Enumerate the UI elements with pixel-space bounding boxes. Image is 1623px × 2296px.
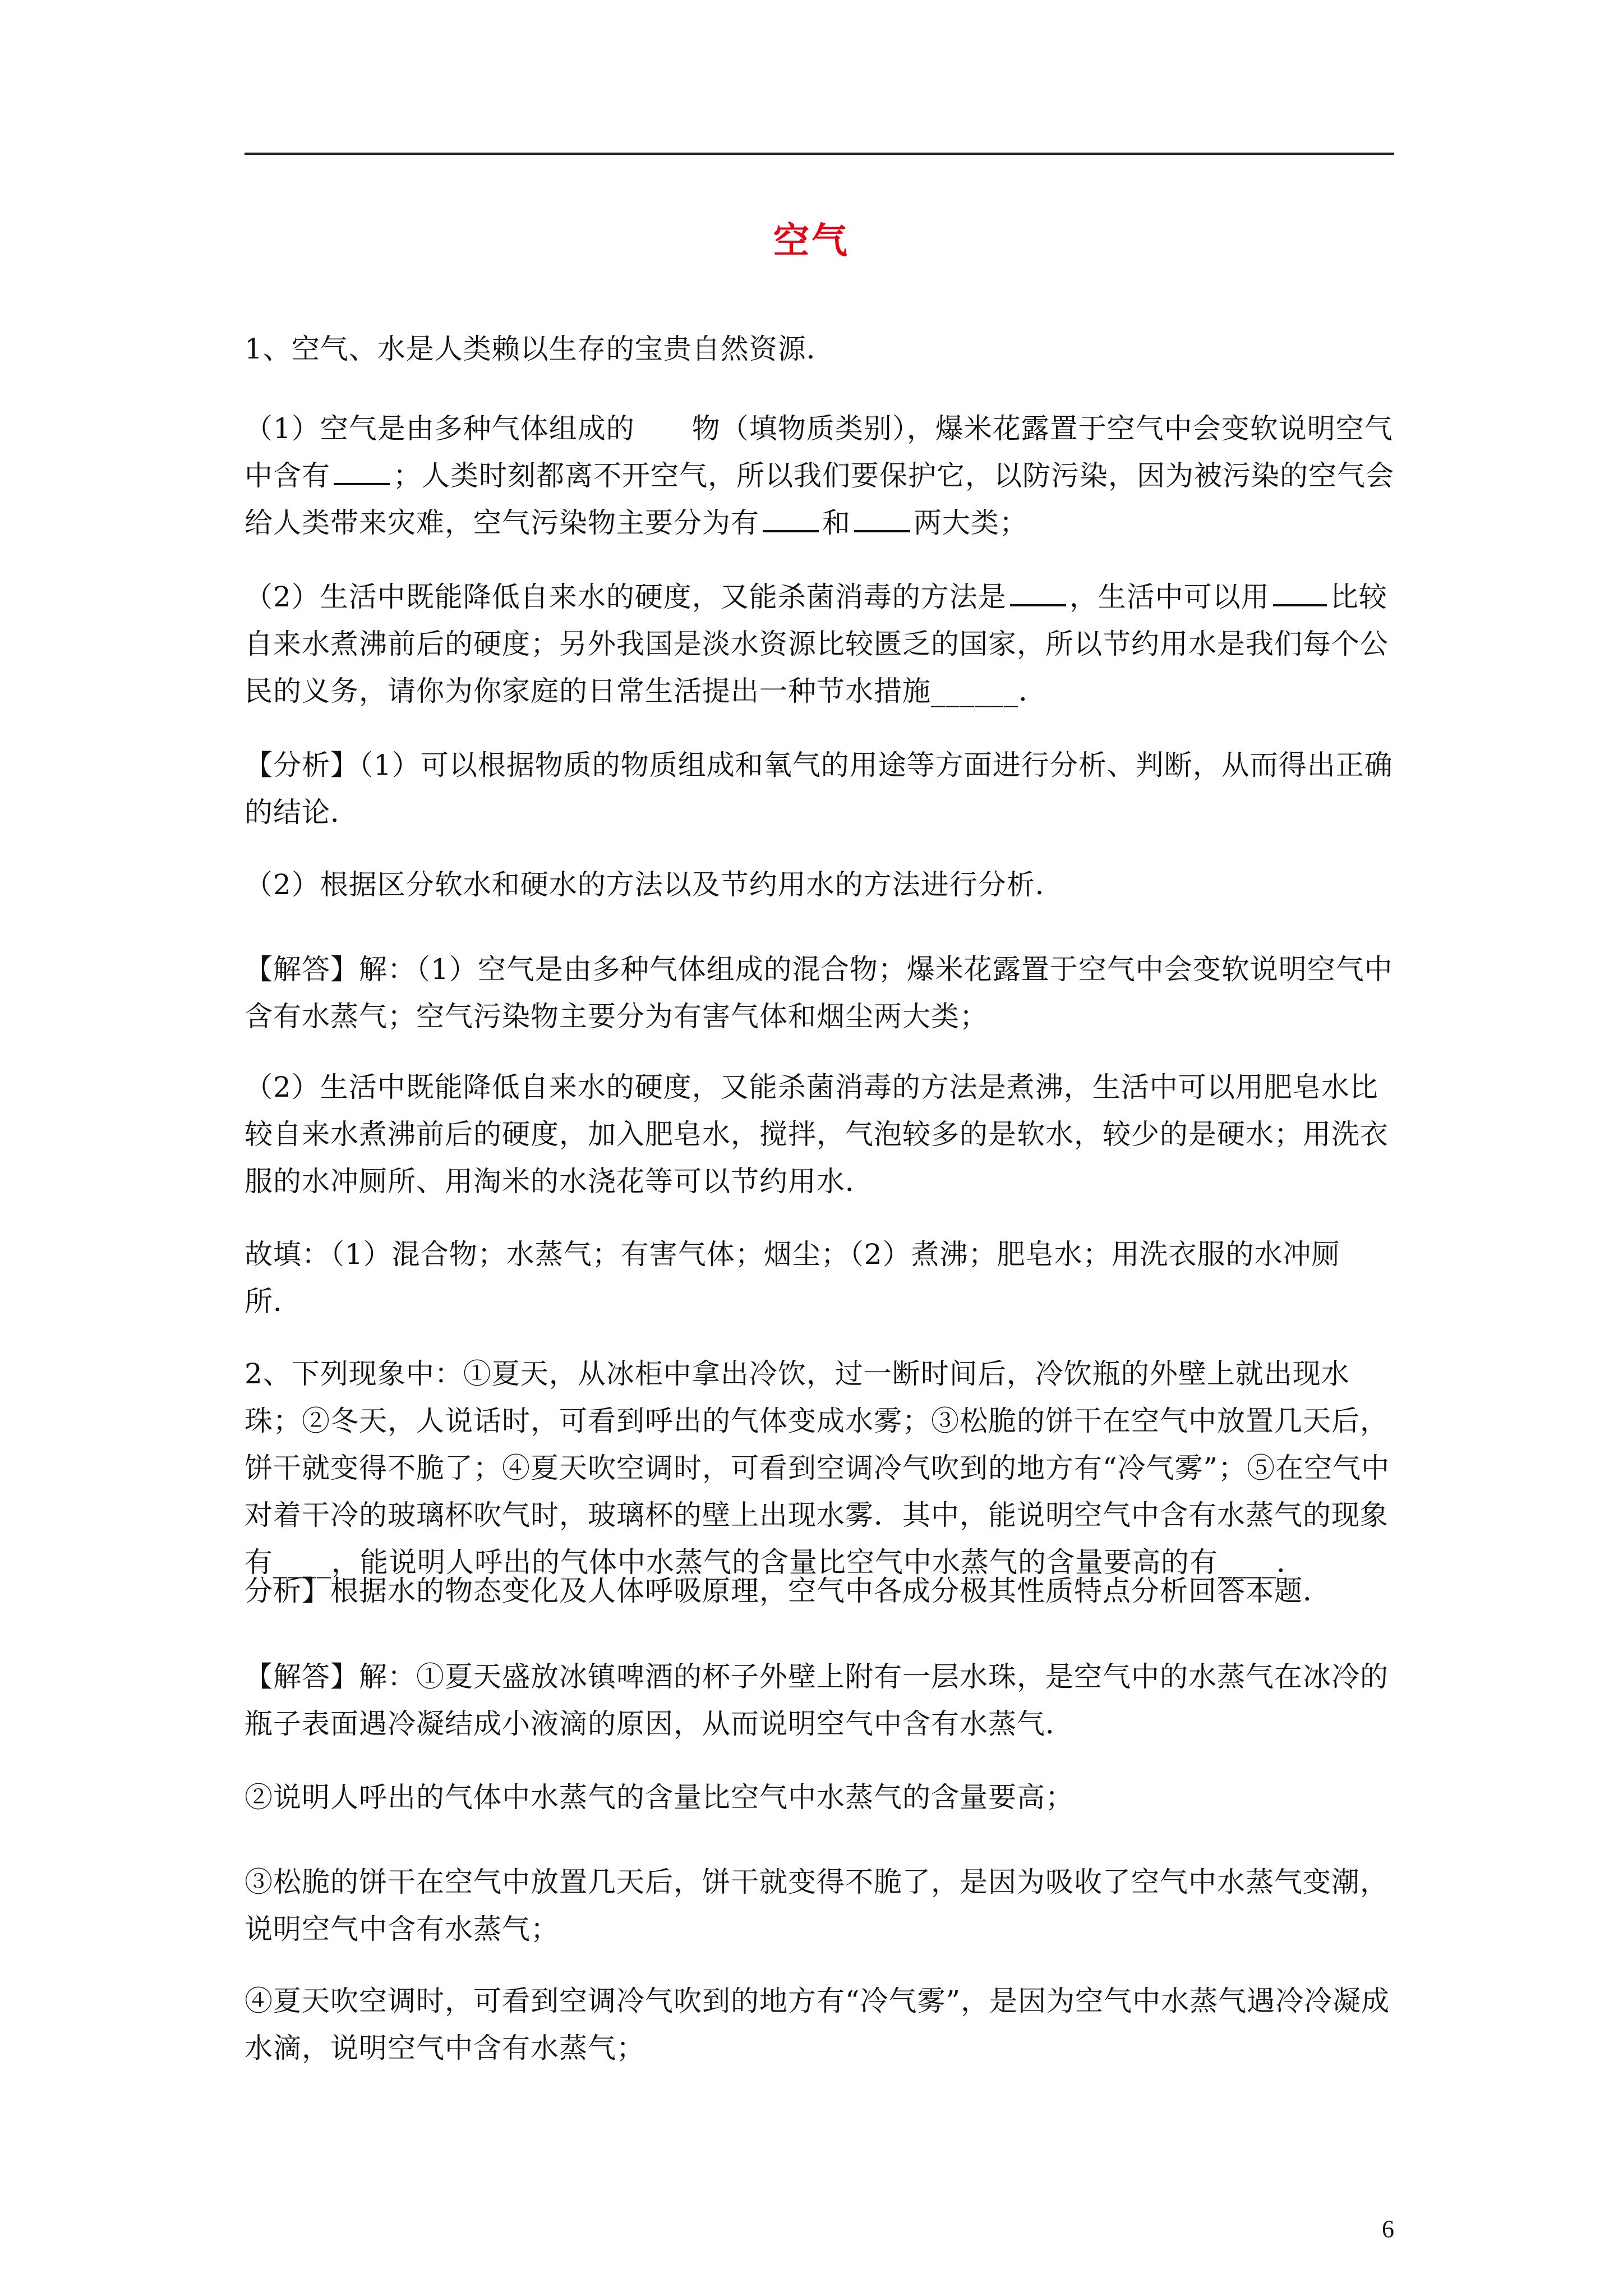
q2-answer-4: ④夏天吹空调时，可看到空调冷气吹到的地方有“冷气雾”，是因为空气中水蒸气遇冷冷凝成水滴，说明空气中含有水蒸气； [245, 1985, 1390, 2064]
q2-answer-3: ③松脆的饼干在空气中放置几天后，饼干就变得不脆了，是因为吸收了空气中水蒸气变潮，说明空气中含有水蒸气； [245, 1866, 1389, 1945]
blank [763, 502, 819, 532]
q2-answer-1: 【解答】解：①夏天盛放冰镇啤酒的杯子外壁上附有一层水珠，是空气中的水蒸气在冰冷的瓶子表面遇冷凝结成小液滴的原因，从而说明空气中含有水蒸气． [245, 1660, 1389, 1740]
q2-answer-2: ②说明人呼出的气体中水蒸气的含量比空气中水蒸气的含量要高； [245, 1781, 1074, 1814]
q2-stem: 2、下列现象中：①夏天，从冰柜中拿出冷饮，过一断时间后，冷饮瓶的外壁上就出现水珠；②冬天，人说话时，可看到呼出的气体变成水雾；③松脆的饼干在空气中放置几天后，饼干就变得不脆了；④夏天吹空调时，可看到空调冷气吹到的地方有“冷气雾”；⑤在空气中对着干冷的玻璃杯吹气时，玻璃杯的壁上出现水雾．其中，能说明空气中含有水蒸气的现象有____，能说明人呼出的气体中水蒸气的含量比空气中水蒸气的含量要高的有____． [245, 1358, 1390, 1579]
q2-analysis: 分析】根据水的物态变化及人体呼吸原理，空气中各成分极其性质特点分析回答本题． [245, 1575, 1331, 1607]
q1-part1: （1）空气是由多种气体组成的 物（填物质类别），爆米花露置于空气中会变软说明空气中含有 ；人类时刻都离不开空气，所以我们要保护它，以防污染，因为被污染的空气会给人类带来灾难，空气污染物主要分为有 和 两大类； [245, 412, 1394, 539]
q1-analysis: 【分析】（1）可以根据物质的物质组成和氧气的用途等方面进行分析、判断，从而得出正确的结论． [245, 749, 1393, 829]
q1-analysis-2: （2）根据区分软水和硬水的方法以及节约用水的方法进行分析． [245, 868, 1064, 901]
q1-part2: （2）生活中既能降低自来水的硬度，又能杀菌消毒的方法是 ，生活中可以用 比较自来水煮沸前后的硬度；另外我国是淡水资源比较匮乏的国家，所以节约用水是我们每个公民的义务，请你为你家庭的日常生活提出一种节水措施______． [245, 573, 1394, 715]
q1-answer: 【解答】解：（1）空气是由多种气体组成的混合物；爆米花露置于空气中会变软说明空气中含有水蒸气；空气污染物主要分为有害气体和烟尘两大类； [245, 953, 1393, 1033]
page-title: 空气 [773, 220, 850, 262]
blank [1010, 576, 1066, 606]
q1-answer-2: （2）生活中既能降低自来水的硬度，又能杀菌消毒的方法是煮沸，生活中可以用肥皂水比较自来水煮沸前后的硬度，加入肥皂水，搅拌，气泡较多的是软水，较少的是硬水；用洗衣服的水冲厕所、用淘米的水浇花等可以节约用水． [245, 1071, 1389, 1198]
blank [1273, 576, 1327, 606]
page-number: 6 [1382, 2215, 1394, 2243]
header-rule [245, 153, 1394, 155]
q1-fill: 故填：（1）混合物；水蒸气；有害气体；烟尘；（2）煮沸；肥皂水；用洗衣服的水冲厕所． [245, 1238, 1340, 1318]
blank [334, 455, 390, 485]
q1-stem: 1、空气、水是人类赖以生存的宝贵自然资源． [245, 333, 835, 365]
blank [854, 502, 910, 532]
